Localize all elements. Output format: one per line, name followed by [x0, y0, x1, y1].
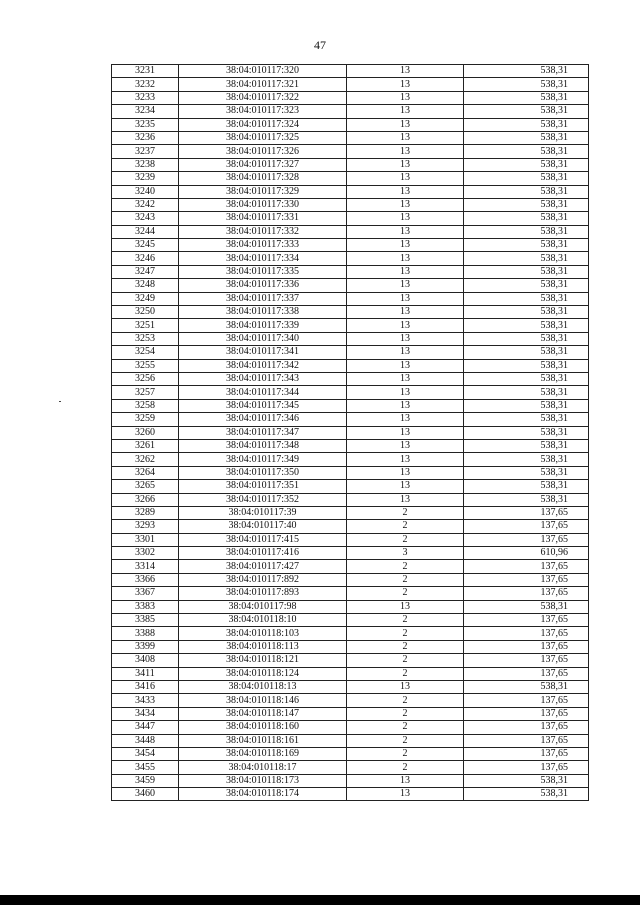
table-row: [112, 640, 589, 653]
row-number-cell: 3314: [112, 560, 179, 573]
value-cell: 538,31: [464, 774, 589, 787]
table-row: [112, 279, 589, 292]
cadastral-table: [111, 64, 589, 801]
count-cell: 3: [347, 547, 464, 560]
value-cell: 137,65: [464, 506, 589, 519]
count-cell: 13: [347, 105, 464, 118]
count-cell: 13: [347, 466, 464, 479]
count-cell: 13: [347, 118, 464, 131]
row-number-cell: 3367: [112, 587, 179, 600]
table-row: [112, 212, 589, 225]
table-row: [112, 65, 589, 78]
row-number-cell: 3251: [112, 319, 179, 332]
count-cell: 13: [347, 426, 464, 439]
cadastral-number-cell: 38:04:010117:348: [179, 439, 347, 452]
row-number-cell: 3293: [112, 520, 179, 533]
count-cell: 13: [347, 600, 464, 613]
table-row: [112, 359, 589, 372]
table-row: [112, 680, 589, 693]
count-cell: 13: [347, 145, 464, 158]
row-number-cell: 3434: [112, 707, 179, 720]
row-number-cell: 3265: [112, 480, 179, 493]
count-cell: 13: [347, 252, 464, 265]
row-number-cell: 3448: [112, 734, 179, 747]
count-cell: 13: [347, 774, 464, 787]
cadastral-number-cell: 38:04:010117:40: [179, 520, 347, 533]
value-cell: 538,31: [464, 788, 589, 801]
table-row: [112, 600, 589, 613]
table-row: [112, 493, 589, 506]
table-row: [112, 265, 589, 278]
row-number-cell: 3385: [112, 614, 179, 627]
row-number-cell: 3302: [112, 547, 179, 560]
count-cell: 13: [347, 212, 464, 225]
cadastral-number-cell: 38:04:010117:335: [179, 265, 347, 278]
cadastral-number-cell: 38:04:010117:341: [179, 346, 347, 359]
cadastral-number-cell: 38:04:010117:328: [179, 172, 347, 185]
table-body: [112, 65, 589, 801]
cadastral-number-cell: 38:04:010117:351: [179, 480, 347, 493]
count-cell: 13: [347, 332, 464, 345]
row-number-cell: 3248: [112, 279, 179, 292]
table-row: [112, 573, 589, 586]
cadastral-number-cell: 38:04:010117:893: [179, 587, 347, 600]
value-cell: 538,31: [464, 319, 589, 332]
table-row: [112, 145, 589, 158]
table-row: [112, 453, 589, 466]
count-cell: 2: [347, 627, 464, 640]
table-row: [112, 292, 589, 305]
cadastral-number-cell: 38:04:010118:113: [179, 640, 347, 653]
cadastral-number-cell: 38:04:010117:337: [179, 292, 347, 305]
table-row: [112, 225, 589, 238]
value-cell: 538,31: [464, 439, 589, 452]
count-cell: 13: [347, 65, 464, 78]
margin-mark: [59, 401, 61, 402]
row-number-cell: 3366: [112, 573, 179, 586]
value-cell: 538,31: [464, 279, 589, 292]
value-cell: 538,31: [464, 346, 589, 359]
row-number-cell: 3244: [112, 225, 179, 238]
row-number-cell: 3259: [112, 413, 179, 426]
value-cell: 137,65: [464, 627, 589, 640]
row-number-cell: 3238: [112, 158, 179, 171]
table-row: [112, 78, 589, 91]
table-row: [112, 694, 589, 707]
value-cell: 538,31: [464, 332, 589, 345]
count-cell: 13: [347, 680, 464, 693]
cadastral-number-cell: 38:04:010117:321: [179, 78, 347, 91]
table-row: [112, 372, 589, 385]
count-cell: 2: [347, 654, 464, 667]
value-cell: 538,31: [464, 239, 589, 252]
cadastral-number-cell: 38:04:010118:10: [179, 614, 347, 627]
cadastral-number-cell: 38:04:010118:173: [179, 774, 347, 787]
table-row: [112, 707, 589, 720]
value-cell: 538,31: [464, 131, 589, 144]
cadastral-number-cell: 38:04:010117:349: [179, 453, 347, 466]
count-cell: 13: [347, 439, 464, 452]
table-row: [112, 118, 589, 131]
value-cell: 538,31: [464, 493, 589, 506]
count-cell: 2: [347, 587, 464, 600]
value-cell: 538,31: [464, 65, 589, 78]
value-cell: 538,31: [464, 78, 589, 91]
row-number-cell: 3454: [112, 747, 179, 760]
value-cell: 538,31: [464, 600, 589, 613]
count-cell: 13: [347, 198, 464, 211]
row-number-cell: 3249: [112, 292, 179, 305]
value-cell: 538,31: [464, 225, 589, 238]
count-cell: 13: [347, 292, 464, 305]
count-cell: 2: [347, 506, 464, 519]
row-number-cell: 3240: [112, 185, 179, 198]
value-cell: 538,31: [464, 480, 589, 493]
value-cell: 137,65: [464, 721, 589, 734]
row-number-cell: 3254: [112, 346, 179, 359]
row-number-cell: 3250: [112, 306, 179, 319]
cadastral-number-cell: 38:04:010117:325: [179, 131, 347, 144]
cadastral-number-cell: 38:04:010117:342: [179, 359, 347, 372]
value-cell: 538,31: [464, 185, 589, 198]
row-number-cell: 3246: [112, 252, 179, 265]
cadastral-number-cell: 38:04:010117:330: [179, 198, 347, 211]
table-row: [112, 319, 589, 332]
scan-edge-band: [0, 895, 640, 905]
value-cell: 538,31: [464, 399, 589, 412]
row-number-cell: 3266: [112, 493, 179, 506]
table-row: [112, 386, 589, 399]
cadastral-number-cell: 38:04:010117:352: [179, 493, 347, 506]
value-cell: 538,31: [464, 386, 589, 399]
count-cell: 2: [347, 667, 464, 680]
cadastral-number-cell: 38:04:010117:331: [179, 212, 347, 225]
row-number-cell: 3247: [112, 265, 179, 278]
cadastral-number-cell: 38:04:010118:160: [179, 721, 347, 734]
cadastral-number-cell: 38:04:010117:326: [179, 145, 347, 158]
row-number-cell: 3383: [112, 600, 179, 613]
table-row: [112, 547, 589, 560]
count-cell: 13: [347, 306, 464, 319]
count-cell: 13: [347, 78, 464, 91]
cadastral-number-cell: 38:04:010117:345: [179, 399, 347, 412]
count-cell: 13: [347, 265, 464, 278]
cadastral-number-cell: 38:04:010118:103: [179, 627, 347, 640]
table-row: [112, 774, 589, 787]
value-cell: 137,65: [464, 761, 589, 774]
cadastral-number-cell: 38:04:010118:17: [179, 761, 347, 774]
value-cell: 538,31: [464, 172, 589, 185]
count-cell: 13: [347, 158, 464, 171]
count-cell: 13: [347, 185, 464, 198]
count-cell: 2: [347, 520, 464, 533]
value-cell: 137,65: [464, 533, 589, 546]
row-number-cell: 3260: [112, 426, 179, 439]
count-cell: 2: [347, 694, 464, 707]
table-row: [112, 466, 589, 479]
table-row: [112, 252, 589, 265]
row-number-cell: 3231: [112, 65, 179, 78]
cadastral-number-cell: 38:04:010117:322: [179, 91, 347, 104]
cadastral-number-cell: 38:04:010118:124: [179, 667, 347, 680]
row-number-cell: 3301: [112, 533, 179, 546]
value-cell: 137,65: [464, 734, 589, 747]
value-cell: 538,31: [464, 413, 589, 426]
cadastral-number-cell: 38:04:010117:892: [179, 573, 347, 586]
value-cell: 538,31: [464, 306, 589, 319]
table-row: [112, 587, 589, 600]
row-number-cell: 3262: [112, 453, 179, 466]
value-cell: 538,31: [464, 359, 589, 372]
count-cell: 13: [347, 480, 464, 493]
value-cell: 137,65: [464, 707, 589, 720]
cadastral-number-cell: 38:04:010117:98: [179, 600, 347, 613]
row-number-cell: 3388: [112, 627, 179, 640]
table-row: [112, 667, 589, 680]
row-number-cell: 3255: [112, 359, 179, 372]
table-row: [112, 91, 589, 104]
cadastral-number-cell: 38:04:010117:333: [179, 239, 347, 252]
value-cell: 538,31: [464, 118, 589, 131]
value-cell: 538,31: [464, 372, 589, 385]
cadastral-number-cell: 38:04:010117:334: [179, 252, 347, 265]
table-row: [112, 560, 589, 573]
row-number-cell: 3264: [112, 466, 179, 479]
cadastral-number-cell: 38:04:010117:324: [179, 118, 347, 131]
count-cell: 2: [347, 761, 464, 774]
table-row: [112, 734, 589, 747]
count-cell: 2: [347, 707, 464, 720]
count-cell: 13: [347, 279, 464, 292]
cadastral-number-cell: 38:04:010118:13: [179, 680, 347, 693]
count-cell: 2: [347, 560, 464, 573]
count-cell: 13: [347, 346, 464, 359]
table-row: [112, 614, 589, 627]
count-cell: 13: [347, 319, 464, 332]
page-number: 47: [314, 38, 326, 52]
table-row: [112, 332, 589, 345]
value-cell: 137,65: [464, 654, 589, 667]
count-cell: 2: [347, 533, 464, 546]
cadastral-number-cell: 38:04:010117:343: [179, 372, 347, 385]
row-number-cell: 3455: [112, 761, 179, 774]
value-cell: 538,31: [464, 265, 589, 278]
row-number-cell: 3237: [112, 145, 179, 158]
table-row: [112, 306, 589, 319]
table-row: [112, 399, 589, 412]
row-number-cell: 3236: [112, 131, 179, 144]
table-row: [112, 426, 589, 439]
value-cell: 137,65: [464, 614, 589, 627]
value-cell: 137,65: [464, 747, 589, 760]
value-cell: 610,96: [464, 547, 589, 560]
value-cell: 538,31: [464, 212, 589, 225]
table-row: [112, 239, 589, 252]
count-cell: 2: [347, 640, 464, 653]
table-row: [112, 105, 589, 118]
cadastral-number-cell: 38:04:010118:174: [179, 788, 347, 801]
cadastral-number-cell: 38:04:010117:346: [179, 413, 347, 426]
row-number-cell: 3257: [112, 386, 179, 399]
cadastral-number-cell: 38:04:010117:339: [179, 319, 347, 332]
row-number-cell: 3253: [112, 332, 179, 345]
cadastral-number-cell: 38:04:010117:415: [179, 533, 347, 546]
count-cell: 2: [347, 747, 464, 760]
table-row: [112, 480, 589, 493]
cadastral-number-cell: 38:04:010117:323: [179, 105, 347, 118]
table-row: [112, 520, 589, 533]
count-cell: 13: [347, 413, 464, 426]
cadastral-number-cell: 38:04:010117:347: [179, 426, 347, 439]
count-cell: 13: [347, 493, 464, 506]
count-cell: 13: [347, 239, 464, 252]
count-cell: 13: [347, 453, 464, 466]
count-cell: 2: [347, 734, 464, 747]
row-number-cell: 3416: [112, 680, 179, 693]
row-number-cell: 3256: [112, 372, 179, 385]
row-number-cell: 3433: [112, 694, 179, 707]
cadastral-number-cell: 38:04:010117:327: [179, 158, 347, 171]
count-cell: 13: [347, 386, 464, 399]
value-cell: 137,65: [464, 560, 589, 573]
value-cell: 137,65: [464, 640, 589, 653]
count-cell: 2: [347, 614, 464, 627]
table-row: [112, 172, 589, 185]
row-number-cell: 3399: [112, 640, 179, 653]
value-cell: 538,31: [464, 145, 589, 158]
value-cell: 538,31: [464, 158, 589, 171]
count-cell: 2: [347, 721, 464, 734]
count-cell: 13: [347, 399, 464, 412]
table-row: [112, 654, 589, 667]
value-cell: 538,31: [464, 453, 589, 466]
value-cell: 137,65: [464, 573, 589, 586]
row-number-cell: 3245: [112, 239, 179, 252]
value-cell: 137,65: [464, 694, 589, 707]
row-number-cell: 3447: [112, 721, 179, 734]
count-cell: 13: [347, 225, 464, 238]
value-cell: 137,65: [464, 520, 589, 533]
cadastral-number-cell: 38:04:010117:332: [179, 225, 347, 238]
count-cell: 13: [347, 172, 464, 185]
cadastral-number-cell: 38:04:010118:121: [179, 654, 347, 667]
cadastral-number-cell: 38:04:010117:340: [179, 332, 347, 345]
count-cell: 13: [347, 788, 464, 801]
row-number-cell: 3408: [112, 654, 179, 667]
cadastral-number-cell: 38:04:010118:147: [179, 707, 347, 720]
value-cell: 538,31: [464, 198, 589, 211]
row-number-cell: 3243: [112, 212, 179, 225]
cadastral-number-cell: 38:04:010117:416: [179, 547, 347, 560]
table-row: [112, 131, 589, 144]
table-row: [112, 506, 589, 519]
row-number-cell: 3233: [112, 91, 179, 104]
row-number-cell: 3289: [112, 506, 179, 519]
row-number-cell: 3411: [112, 667, 179, 680]
value-cell: 538,31: [464, 252, 589, 265]
table-row: [112, 413, 589, 426]
table-row: [112, 788, 589, 801]
cadastral-number-cell: 38:04:010117:344: [179, 386, 347, 399]
row-number-cell: 3261: [112, 439, 179, 452]
cadastral-number-cell: 38:04:010117:427: [179, 560, 347, 573]
row-number-cell: 3460: [112, 788, 179, 801]
value-cell: 538,31: [464, 292, 589, 305]
cadastral-number-cell: 38:04:010117:338: [179, 306, 347, 319]
table-row: [112, 185, 589, 198]
count-cell: 13: [347, 372, 464, 385]
table-row: [112, 533, 589, 546]
row-number-cell: 3234: [112, 105, 179, 118]
count-cell: 13: [347, 359, 464, 372]
value-cell: 137,65: [464, 587, 589, 600]
table-row: [112, 747, 589, 760]
row-number-cell: 3232: [112, 78, 179, 91]
value-cell: 137,65: [464, 667, 589, 680]
count-cell: 13: [347, 91, 464, 104]
table-row: [112, 158, 589, 171]
table-row: [112, 721, 589, 734]
value-cell: 538,31: [464, 105, 589, 118]
cadastral-number-cell: 38:04:010117:320: [179, 65, 347, 78]
value-cell: 538,31: [464, 426, 589, 439]
table-row: [112, 198, 589, 211]
cadastral-number-cell: 38:04:010118:161: [179, 734, 347, 747]
cadastral-number-cell: 38:04:010117:39: [179, 506, 347, 519]
row-number-cell: 3258: [112, 399, 179, 412]
count-cell: 2: [347, 573, 464, 586]
cadastral-number-cell: 38:04:010118:169: [179, 747, 347, 760]
cadastral-number-cell: 38:04:010117:350: [179, 466, 347, 479]
cadastral-number-cell: 38:04:010117:329: [179, 185, 347, 198]
cadastral-number-cell: 38:04:010117:336: [179, 279, 347, 292]
row-number-cell: 3242: [112, 198, 179, 211]
value-cell: 538,31: [464, 466, 589, 479]
table-row: [112, 761, 589, 774]
row-number-cell: 3459: [112, 774, 179, 787]
table-row: [112, 346, 589, 359]
row-number-cell: 3235: [112, 118, 179, 131]
value-cell: 538,31: [464, 680, 589, 693]
value-cell: 538,31: [464, 91, 589, 104]
table-row: [112, 439, 589, 452]
table-row: [112, 627, 589, 640]
cadastral-number-cell: 38:04:010118:146: [179, 694, 347, 707]
row-number-cell: 3239: [112, 172, 179, 185]
count-cell: 13: [347, 131, 464, 144]
